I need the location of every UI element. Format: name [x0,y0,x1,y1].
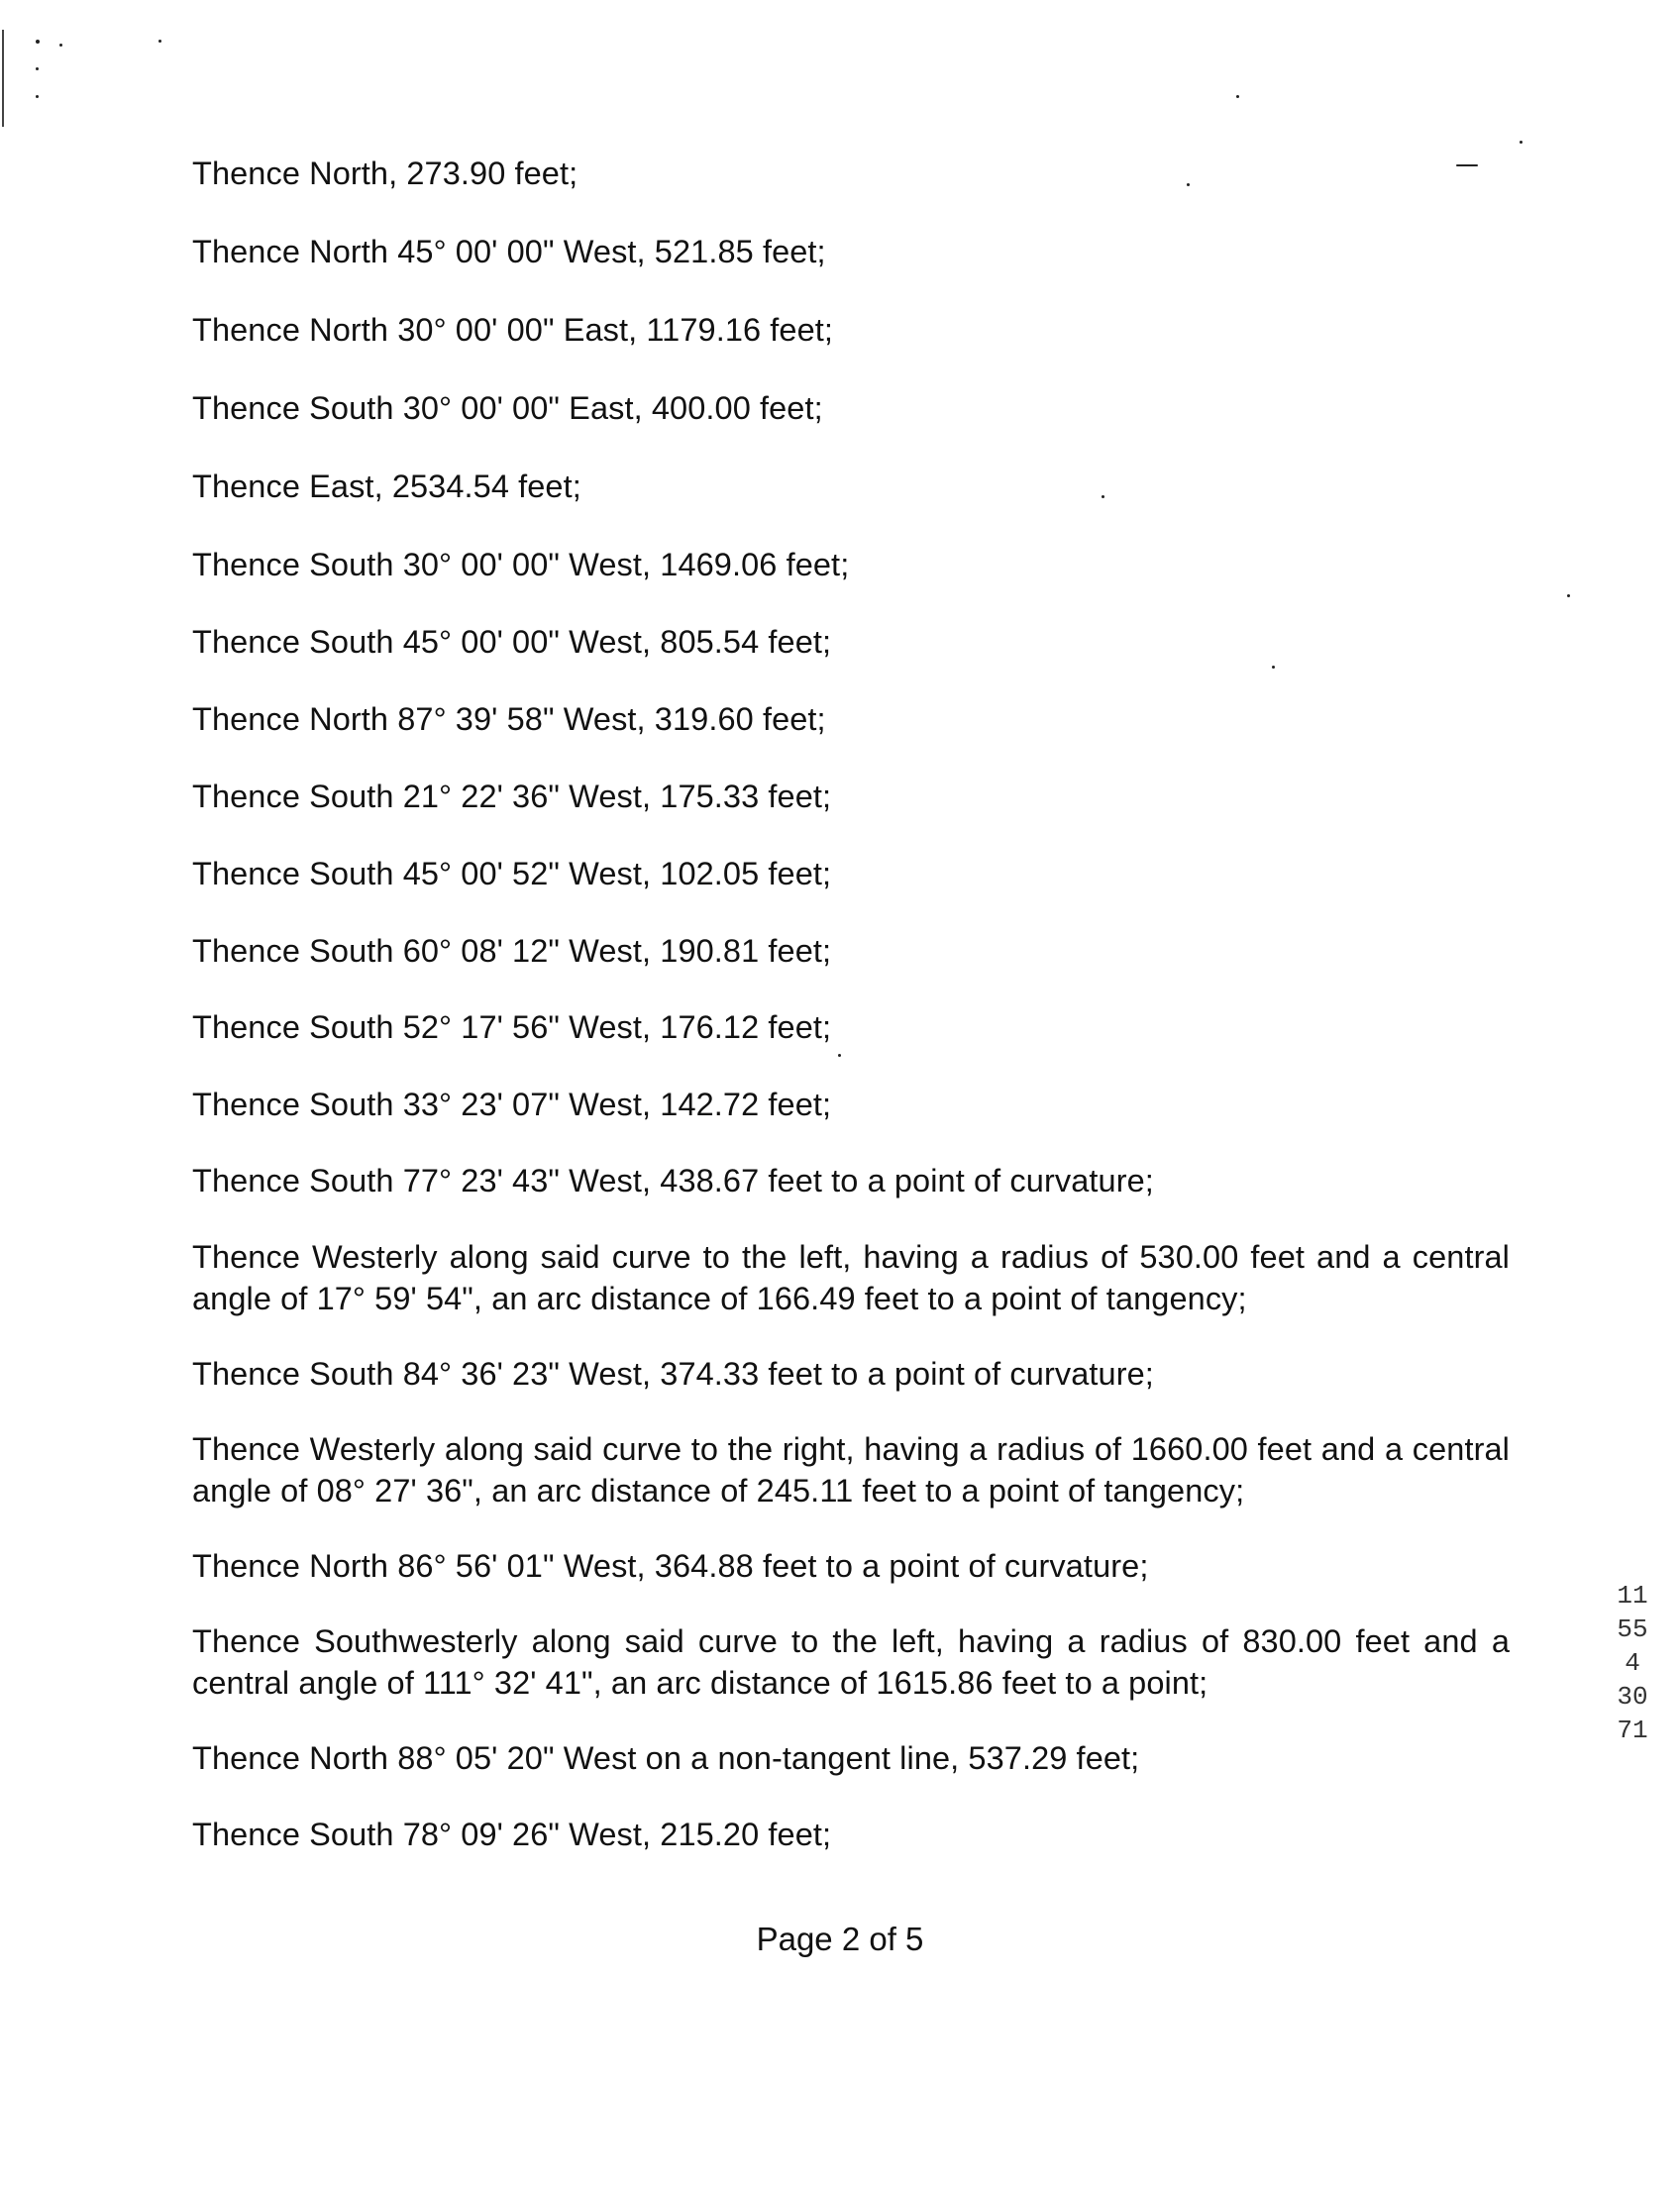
legal-description-call: Thence South 21° 22' 36" West, 175.33 feet; [192,779,832,814]
legal-description-call: Thence South 45° 00' 00" West, 805.54 feet; [192,624,832,660]
scan-speck [36,40,40,44]
legal-description-call: Thence South 52° 17' 56" West, 176.12 feet; [192,1009,832,1045]
scan-speck [1187,183,1190,186]
page-number: Page 2 of 5 [756,1921,924,1957]
scan-speck [1456,164,1478,166]
legal-description-call: Thence North 30° 00' 00" East, 1179.16 feet; [192,312,834,348]
legal-description-call: Thence South 78° 09' 26" West, 215.20 feet; [192,1817,832,1852]
legal-description-call: Thence North, 273.90 feet; [192,156,578,191]
legal-description-call: Thence South 30° 00' 00" West, 1469.06 feet; [192,547,850,582]
scan-margin-mark [2,30,4,127]
scan-speck [1272,666,1275,669]
scan-speck [59,44,62,47]
scan-speck [1236,95,1239,98]
scan-speck [838,1054,841,1057]
legal-description-call: Thence South 84° 36' 23" West, 374.33 feet to a point of curvature; [192,1356,1154,1392]
legal-description-call: Thence South 30° 00' 00" East, 400.00 feet; [192,390,823,426]
legal-description-call: Thence North 86° 56' 01" West, 364.88 feet to a point of curvature; [192,1548,1149,1584]
legal-description-call: Thence South 33° 23' 07" West, 142.72 feet; [192,1087,832,1122]
legal-description-call: Thence South 60° 08' 12" West, 190.81 feet; [192,933,832,969]
scan-speck [1520,141,1522,144]
legal-description-call: Thence North 45° 00' 00" West, 521.85 feet; [192,234,826,269]
legal-description-call: Thence East, 2534.54 feet; [192,469,581,504]
legal-description-call: Thence Westerly along said curve to the right, having a radius of 1660.00 feet and a central angle of 08° 27' 36", an arc distance of 245.11 feet to a point of tangency; [192,1431,1510,1509]
scan-speck [1102,495,1104,498]
scan-speck [36,67,39,70]
scan-speck [36,95,39,98]
recording-stamp: 11554 3071 [1617,1581,1648,1745]
legal-description-call: Thence North 87° 39' 58" West, 319.60 feet; [192,701,826,737]
scan-speck [1567,594,1570,597]
legal-description-call: Thence South 45° 00' 52" West, 102.05 feet; [192,856,832,891]
legal-description-call: Thence North 88° 05' 20" West on a non-tangent line, 537.29 feet; [192,1740,1140,1776]
legal-description-call: Thence Southwesterly along said curve to the left, having a radius of 830.00 feet and a central angle of 111° 32' 41", an arc distance of 1615.86 feet to a point; [192,1623,1510,1701]
legal-description-call: Thence Westerly along said curve to the left, having a radius of 530.00 feet and a central angle of 17° 59' 54", an arc distance of 166.49 feet to a point of tangency; [192,1239,1510,1316]
scan-speck [158,40,161,43]
legal-description-call: Thence South 77° 23' 43" West, 438.67 feet to a point of curvature; [192,1163,1154,1198]
